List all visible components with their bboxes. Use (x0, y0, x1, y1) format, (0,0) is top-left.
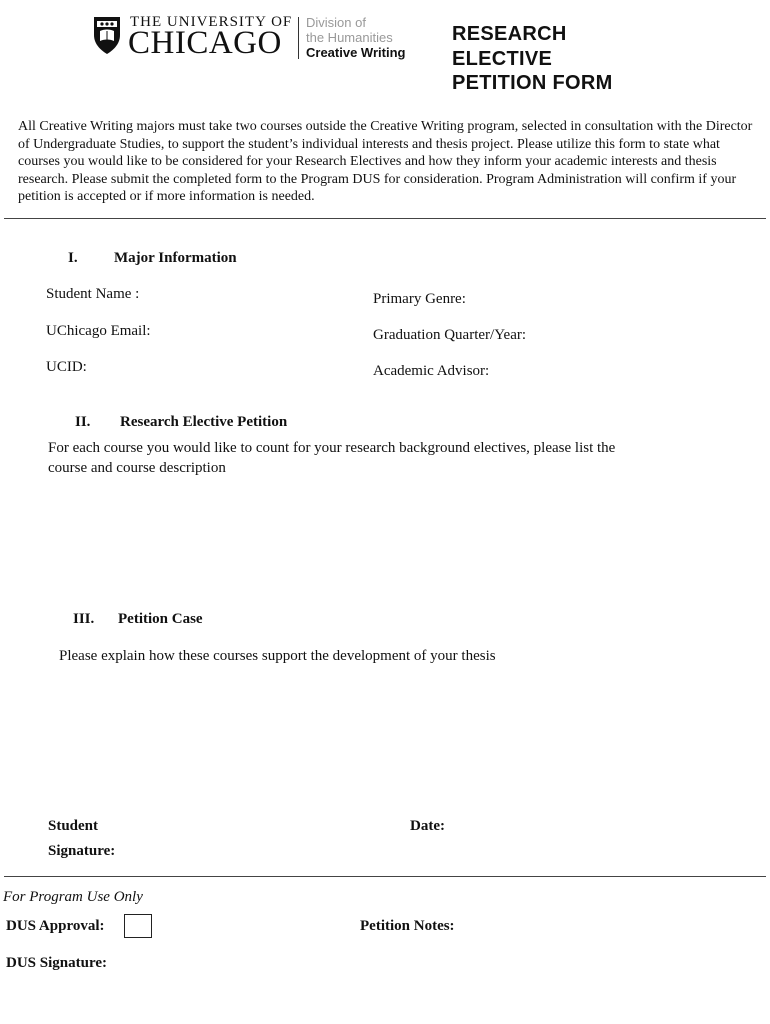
student-name-label: Student Name : (46, 286, 140, 302)
section-3-instruction: Please explain how these courses support the development of your thesis (59, 648, 496, 664)
logo-university-text: THE UNIVERSITY OF (130, 14, 293, 30)
section-2-title: Research Elective Petition (120, 414, 288, 430)
section-3-number: III. (73, 611, 95, 627)
section-2-instruction: For each course you would like to count for your research background electives, please list the course and course description (48, 440, 616, 476)
form-title (452, 22, 613, 96)
primary-genre-label: Primary Genre: (373, 291, 466, 307)
intro-paragraph: All Creative Writing majors must take two courses outside the Creative Writing program, selected in consultation with the Director of Undergraduate Studies, to support the student’s individual interests and thesis project. Please utilize this form to state what courses you would like to be considered for your Research Electives and how they inform your academic interests and thesis research. Please submit the completed form to the Program DUS for consideration. Program Administration will confirm if your petition is accepted or if more information is needed. (18, 119, 753, 205)
dus-signature-label: DUS Signature: (6, 955, 107, 971)
division-line-2: the Humanities (306, 30, 393, 45)
form-title-line-2: ELECTIVE (452, 47, 553, 70)
section-1-number: I. (68, 250, 78, 266)
petition-notes-label: Petition Notes: (360, 918, 455, 934)
section-2-number: II. (75, 414, 91, 430)
logo-chicago-text: CHICAGO (128, 25, 282, 61)
divider-top (4, 218, 766, 219)
university-shield-icon (92, 15, 122, 55)
ucid-label: UCID: (46, 359, 87, 375)
division-line-3: Creative Writing (306, 45, 406, 60)
form-title-line-3: PETITION FORM (452, 72, 613, 94)
program-use-heading: For Program Use Only (3, 889, 143, 905)
graduation-label: Graduation Quarter/Year: (373, 327, 527, 343)
divider-bottom (4, 876, 766, 877)
section-3-title: Petition Case (118, 611, 203, 627)
section-1-title: Major Information (114, 250, 237, 266)
email-label: UChicago Email: (46, 323, 151, 339)
student-signature-label-1: Student (48, 818, 99, 834)
dus-approval-label: DUS Approval: (6, 918, 105, 934)
student-signature-label-2: Signature: (48, 843, 116, 859)
date-label: Date: (410, 818, 445, 834)
division-line-1: Division of (306, 15, 366, 30)
form-title-line-1: RESEARCH (452, 23, 567, 45)
logo-divider (298, 17, 299, 59)
advisor-label: Academic Advisor: (373, 363, 490, 379)
dus-approval-checkbox[interactable] (124, 914, 152, 938)
